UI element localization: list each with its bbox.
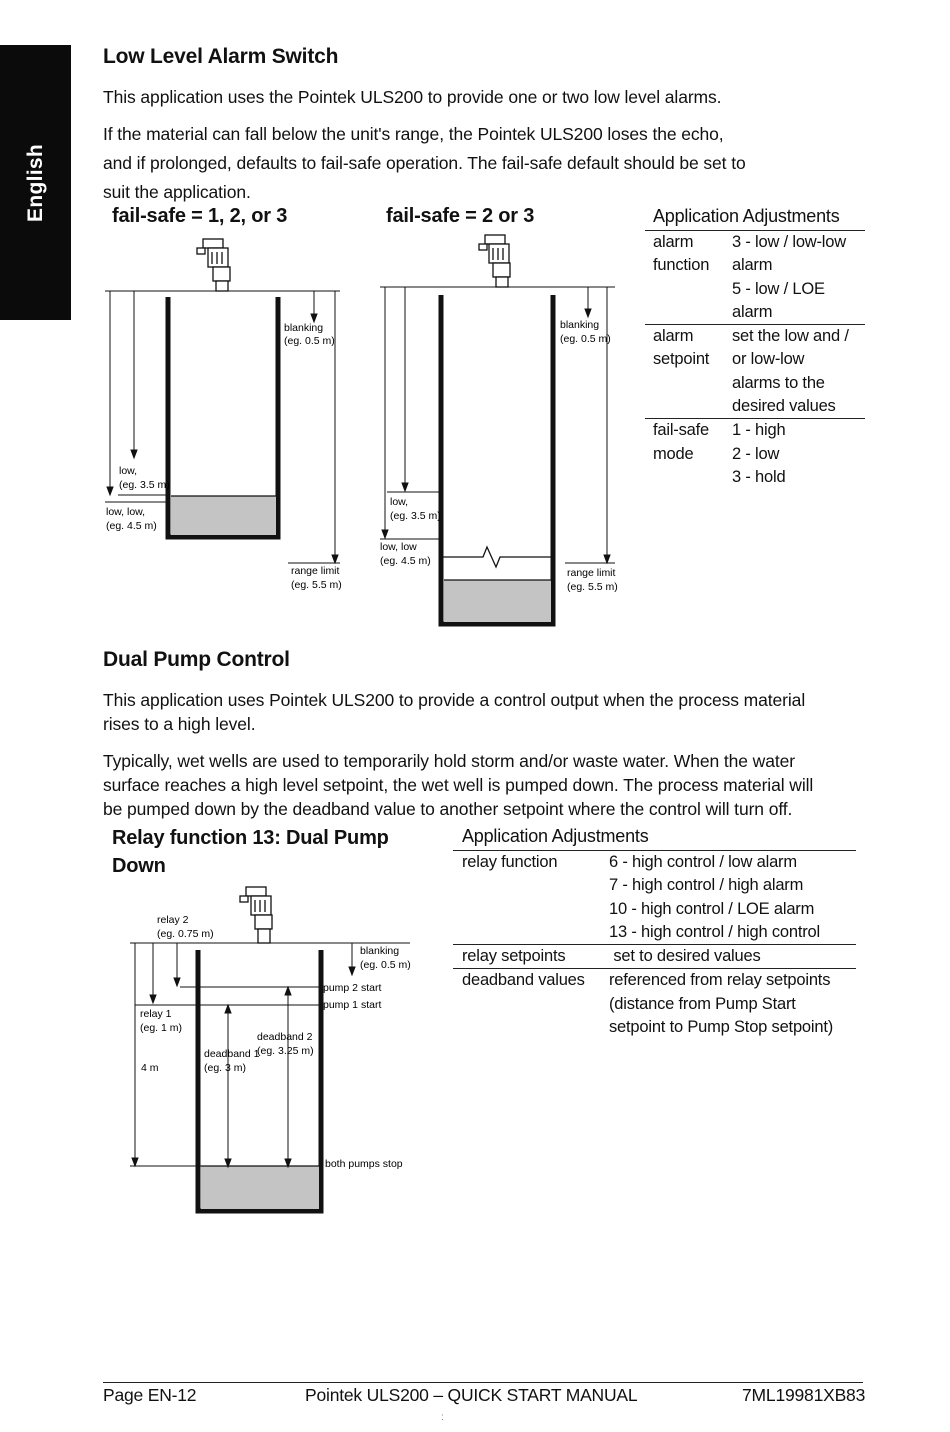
value-cell: set the low and / or low-low alarms to the desired values [732,325,865,419]
pump1-start-label: pump 1 start [323,999,382,1011]
param-cell: alarm function [645,231,732,325]
four-m-label: 4 m [141,1062,159,1074]
section2-para2 [103,749,813,821]
range-value: (eg. 5.5 m) [291,579,342,591]
deadband2-label: deadband 2 [257,1031,313,1043]
section1-para2 [103,120,746,207]
value-cell: 3 - low / low-low alarm 5 - low / LOE alarm [732,231,865,325]
sensor-icon [479,235,510,287]
text-line: rises to a high level. [103,714,256,734]
low-label: low, [390,496,409,508]
pump2-start-label: pump 2 start [323,982,382,994]
adjustments2-title: Application Adjustments [462,826,649,846]
text-line: surface reaches a high level setpoint, the wet well is pumped down. The process material will [103,775,814,795]
param-cell: deadband values [453,969,609,1039]
table-row [453,851,856,945]
diagram1-title: fail-safe = 1, 2, or 3 [112,205,288,227]
language-tab-label: English [23,143,47,222]
footer-page-number: Page EN-12 [103,1385,197,1405]
both-pumps-stop-label: both pumps stop [325,1158,403,1170]
material-fill [444,580,551,622]
diagram3-dual-pump [125,880,425,1220]
blanking-label: blanking [284,322,324,334]
text-line: This application uses Pointek ULS200 to provide a control output when the process material [103,690,806,710]
footer-rule [103,1382,863,1383]
table-row [645,231,865,325]
adjustments1-title: Application Adjustments [653,206,840,226]
blanking-value: (eg. 0.5 m) [284,335,335,347]
low-value: (eg. 3.5 m) [390,510,441,522]
diagram2-title: fail-safe = 2 or 3 [386,205,535,227]
footer-mark: : [441,1412,444,1423]
deadband2-value: (eg. 3.25 m) [257,1045,314,1057]
range-label: range limit [567,567,616,579]
blanking-value: (eg. 0.5 m) [360,959,411,971]
range-value: (eg. 5.5 m) [567,581,618,593]
range-label: range limit [291,565,340,577]
material-fill [201,1166,319,1209]
table-row [645,325,865,419]
blanking-label: blanking [360,945,400,957]
lowlow-value: (eg. 4.5 m) [106,520,157,532]
text-line: Typically, wet wells are used to temporarily hold storm and/or waste water. When the water [103,751,795,771]
section-title-low-level: Low Level Alarm Switch [103,45,339,68]
blanking-label: blanking [560,319,600,331]
low-label: low, [119,465,138,477]
relay2-label: relay 2 [157,914,189,926]
footer-doc-code: 7ML19981XB83 [742,1385,866,1405]
lowlow-label: low, low, [106,506,146,518]
text-line: be pumped down by the deadband value to another setpoint where the control will turn off. [103,799,793,819]
value-cell: 1 - high 2 - low 3 - hold [732,419,865,489]
deadband1-label: deadband 1 [204,1048,260,1060]
material-fill [171,496,276,535]
sensor-icon [240,887,272,943]
blanking-value: (eg. 0.5 m) [560,333,611,345]
section-title-dual-pump: Dual Pump Control [103,648,290,671]
diagram2-low-level-alarm [375,230,625,630]
value-cell: referenced from relay setpoints (distance from Pump Start setpoint to Pump Stop setpoint) [609,969,856,1039]
relay1-label: relay 1 [140,1008,172,1020]
diagram1-low-level-alarm [100,230,350,600]
diagram3-title: Relay function 13: Dual Pump Down [112,827,389,877]
tank-outline [441,295,553,624]
section1-para1: This application uses the Pointek ULS200 to provide one or two low level alarms. [103,87,722,107]
value-cell: 6 - high control / low alarm 7 - high control / high alarm 10 - high control / LOE alarm 13 - high control / high control [609,851,856,945]
language-tab [0,45,71,320]
table-row [453,945,856,969]
table-row [645,419,865,489]
param-cell: fail-safe mode [645,419,732,489]
table-row [453,969,856,1039]
param-cell: relay function [453,851,609,945]
sensor-icon [197,239,230,291]
value-cell: set to desired values [609,945,856,969]
footer-title: Pointek ULS200 – QUICK START MANUAL [305,1385,638,1405]
param-cell: relay setpoints [453,945,609,969]
deadband1-value: (eg. 3 m) [204,1062,247,1074]
relay2-value: (eg. 0.75 m) [157,928,214,940]
lowlow-label: low, low [380,541,417,553]
lowlow-value: (eg. 4.5 m) [380,555,431,567]
adjustments2-table [453,850,856,1039]
param-cell: alarm setpoint [645,325,732,419]
relay1-value: (eg. 1 m) [140,1022,183,1034]
text-line: suit the application. [103,182,251,202]
break-line [441,547,553,567]
adjustments1-table [645,230,865,489]
text-line: and if prolonged, defaults to fail-safe operation. The fail-safe default should be set to [103,153,746,173]
text-line: If the material can fall below the unit's range, the Pointek ULS200 loses the echo, [103,124,724,144]
section2-para1 [103,688,805,736]
low-value: (eg. 3.5 m) [119,479,170,491]
